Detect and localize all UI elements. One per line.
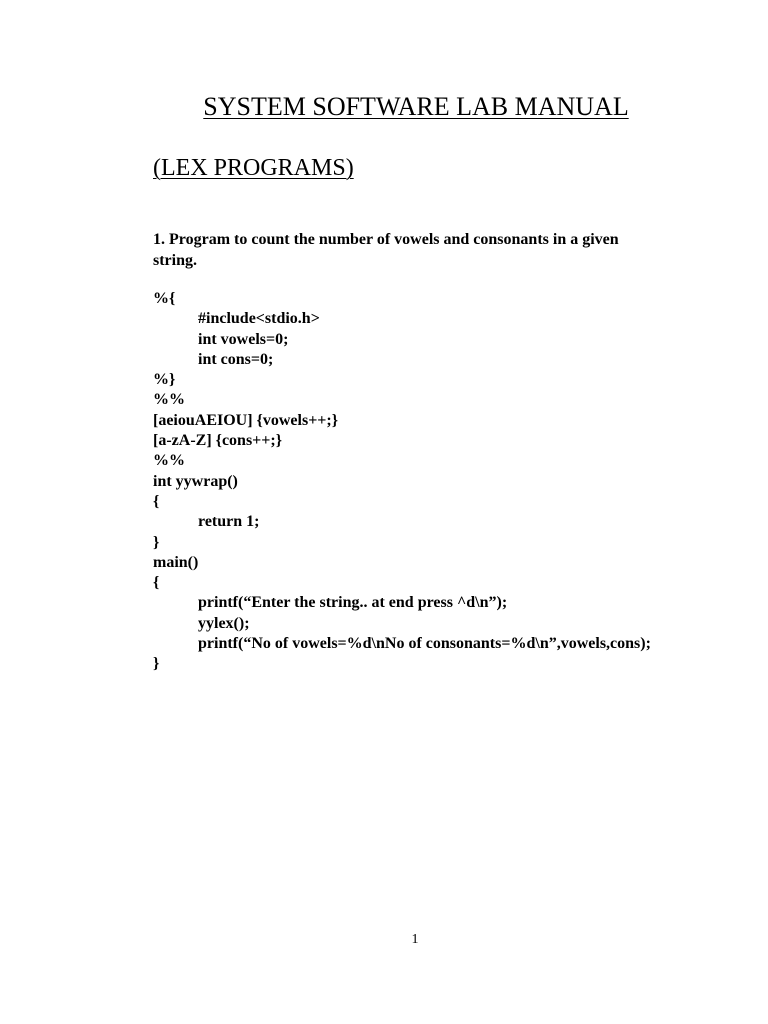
code-line: } [153,533,160,551]
code-line: %{ [153,290,176,307]
code-line: #include<stdio.h> [198,310,320,328]
code-line: int vowels=0; [198,330,289,348]
code-listing [153,289,753,675]
code-line: } [153,655,160,673]
code-line: { [153,492,160,510]
code-line: { [153,574,160,592]
program-question: 1. Program to count the number of vowels and consonants in a given string. [153,231,619,269]
code-line: [aeiouAEIOU] {vowels++;} [153,411,339,429]
code-line: return 1; [198,513,260,531]
code-line: %} [153,371,176,389]
document-title-text: SYSTEM SOFTWARE LAB MANUAL [203,92,629,121]
code-line: printf(“Enter the string.. at end press ^d\n”); [198,594,508,612]
document-title [0,90,768,124]
section-heading [153,152,354,184]
code-line: main() [153,553,199,571]
section-heading-text: (LEX PROGRAMS) [153,155,354,181]
code-line: printf(“No of vowels=%d\nNo of consonants=%d\n”,vowels,cons); [198,635,651,653]
code-line: int yywrap() [153,472,238,490]
code-line: int cons=0; [198,350,274,368]
code-line: yylex(); [198,614,250,632]
code-line: %% [153,391,185,409]
code-line: [a-zA-Z] {cons++;} [153,432,283,450]
page-number: 1 [411,932,419,947]
code-line: %% [153,452,185,470]
